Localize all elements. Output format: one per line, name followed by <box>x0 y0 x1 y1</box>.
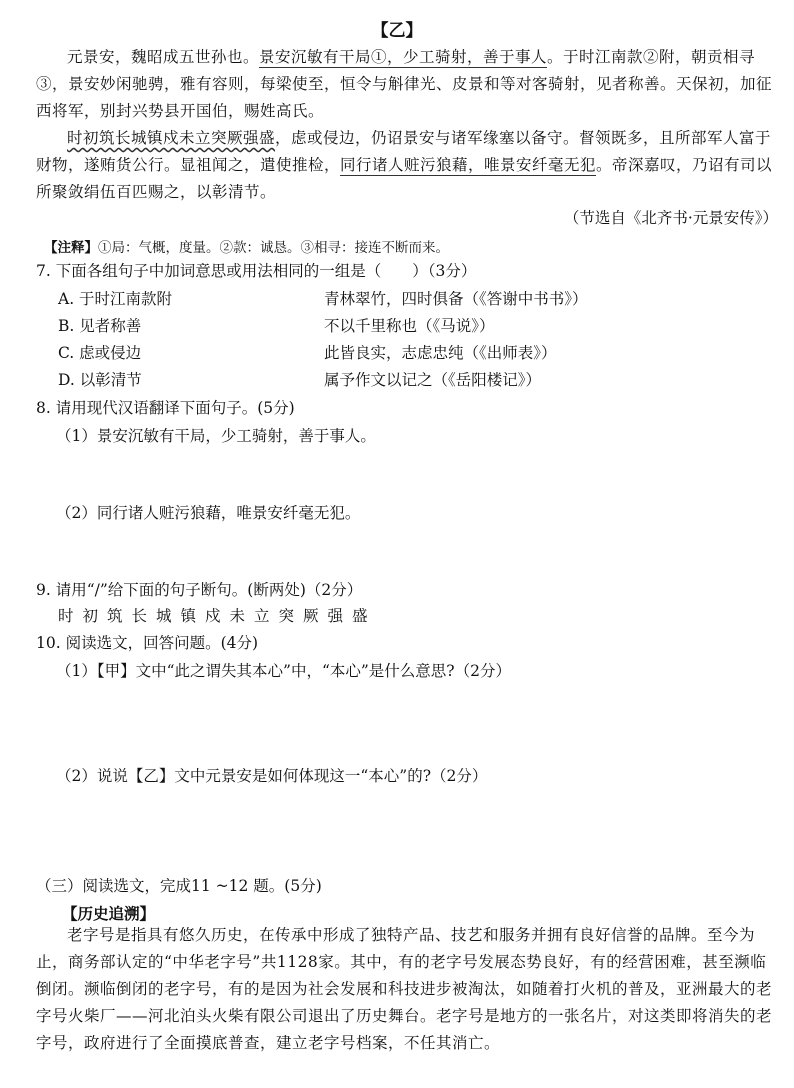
q7-option-c-right: 此皆良实，志虑忠纯（《出师表》） <box>324 344 557 362</box>
annotation-note: 【注释】①局：气概，度量。②款：诚恳。③相寻：接连不断而来。 <box>44 240 449 256</box>
section-three-heading: （三）阅读选文，完成11 ~12 题。(5分) <box>36 877 322 895</box>
q10-part-2: （2）说说【乙】文中元景安是如何体现这一“本心”的?（2分） <box>56 767 488 785</box>
q8-part-1: （1）景安沉敏有干局，少工骑射，善于事人。 <box>56 427 376 445</box>
wavy-underlined-sentence: 时初筑长城镇戍未立突厥强盛 <box>67 129 276 147</box>
q7-option-d-right: 属予作文以记之（《岳阳楼记》） <box>324 371 542 389</box>
q7-option-a-left: A. 于时江南款附 <box>58 290 173 308</box>
passage-title: 【乙】 <box>371 21 423 41</box>
q7-option-c-left: C. 虑或侵边 <box>58 344 142 362</box>
question-9: 9. 请用“/”给下面的句子断句。(断两处)（2分） <box>36 581 363 599</box>
q10-part-1: （1）【甲】文中“此之谓失其本心”中，“本心”是什么意思?（2分） <box>56 662 511 680</box>
q7-option-b-right: 不以千里称也（《马说》） <box>324 317 495 335</box>
underlined-sentence-2: 同行诸人赃污狼藉，唯景安纤毫无犯 <box>340 156 597 174</box>
q9-sentence: 时初筑长城镇戍未立突厥强盛 <box>58 607 377 625</box>
history-paragraph: 老字号是指具有悠久历史，在传承中形成了独特产品、技艺和服务并拥有良好信誉的品牌。至今为止，商务部认定的“中华老字号”共1128家。其中，有的老字号发展态势良好，有的经营困难，甚至濒临倒闭。濒临倒闭的老字号，有的是因为社会发展和科技进步被淘汰，如随着打火机的普及，亚洲最大的老字号火柴厂——河北泊头火柴有限公司退出了历史舞台。老字号是地方的一张名片，对这类即将消失的老字号，政府进行了全面摸底普查，建立老字号档案，不任其消亡。 <box>36 926 773 1052</box>
passage-source: （节选自《北齐书·元景安传》） <box>563 209 778 227</box>
history-subheading: 【历史追溯】 <box>62 904 156 923</box>
passage-paragraph-1: 元景安，魏昭成五世孙也。景安沉敏有干局①，少工骑射，善于事人。于时江南款②附，朝贡相寻③，景安妙闲驰骋，雅有容则，每梁使至，恒令与斛律光、皮景和等对客骑射，见者称善。天保初，加征西将军，别封兴势县开国伯，赐姓高氏。 <box>36 48 773 120</box>
q7-option-d-left: D. 以彰清节 <box>58 371 142 389</box>
question-8: 8. 请用现代汉语翻译下面句子。(5分) <box>36 399 295 417</box>
question-7: 7. 下面各组句子中加词意思或用法相同的一组是（ ）（3分） <box>36 262 477 280</box>
passage-paragraph-2: 时初筑长城镇戍未立突厥强盛，虑或侵边，仍诏景安与诸军缘塞以备守。督领既多，且所部军人富于财物，遂贿货公行。显祖闻之，遣使推检，同行诸人赃污狼藉，唯景安纤毫无犯。帝深嘉叹，乃诏有司以所聚敛绢伍百匹赐之，以彰清节。 <box>36 129 773 201</box>
underlined-sentence-1: 景安沉敏有干局①，少工骑射，善于事人 <box>259 48 548 66</box>
q7-option-a-right: 青林翠竹，四时俱备（《答谢中书书》） <box>324 290 588 308</box>
question-10: 10. 阅读选文，回答问题。(4分) <box>36 634 259 652</box>
q8-part-2: （2）同行诸人赃污狼藉，唯景安纤毫无犯。 <box>56 504 361 522</box>
q7-option-b-left: B. 见者称善 <box>58 317 142 335</box>
